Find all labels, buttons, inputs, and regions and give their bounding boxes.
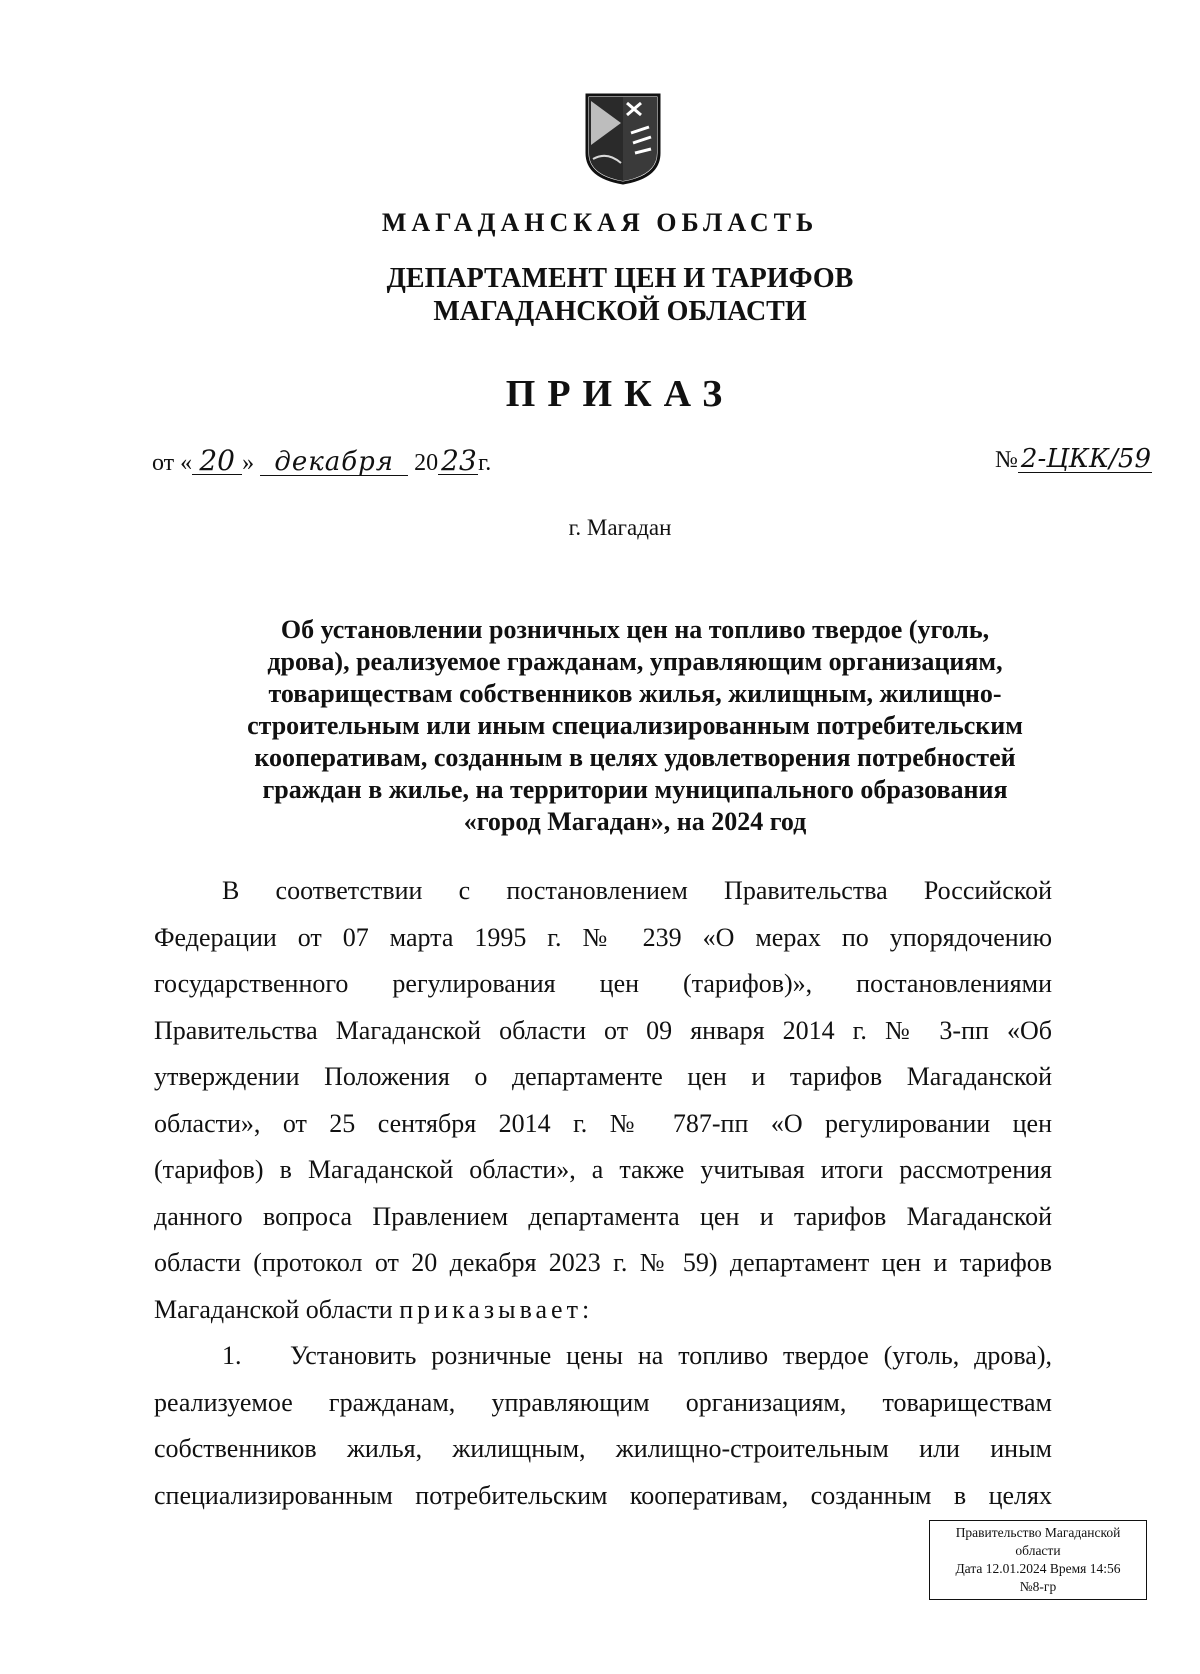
stamp-line: №8-гр (1019, 1579, 1057, 1594)
date-prefix: от « (152, 450, 193, 476)
department-title (0, 262, 1200, 328)
body-line: (тарифов) в Магаданской области», а также учитывая итоги рассмотрения (154, 1155, 1052, 1184)
item-1-line: собственников жилья, жилищным, жилищно-строительным или иным (154, 1434, 1052, 1463)
body-last-line-start: Магаданской области (154, 1294, 400, 1324)
body-line: В соответствии с постановлением Правительства Российской (222, 876, 1052, 905)
date-suffix: г. (478, 450, 492, 476)
body-line: данного вопроса Правлением департамента цен и тарифов Магаданской (154, 1201, 1052, 1231)
subject-line: строительным или иным специализированным потребительским (247, 711, 1023, 740)
city-name: г. Магадан (568, 515, 672, 540)
order-number-line (995, 446, 1152, 474)
subject-line: кооперативам, созданным в целях удовлетворения потребностей (254, 743, 1016, 772)
region-title: МАГАДАНСКАЯ ОБЛАСТЬ (381, 208, 819, 237)
item-1-first-line (154, 1333, 1052, 1380)
document-type-title: ПРИКАЗ (505, 373, 735, 415)
body-line: области», от 25 сентября 2014 г. № 787-пп «О регулировании цен (154, 1108, 1052, 1138)
item-1-number: 1. (222, 1341, 242, 1370)
handwritten-year: 23 (438, 448, 478, 475)
registration-stamp (929, 1520, 1147, 1600)
subject-line: товариществам собственников жилья, жилищным, жилищно- (268, 679, 1002, 708)
item-1-line: реализуемое гражданам, управляющим организациям, товариществам (154, 1387, 1052, 1417)
coat-of-arms-emblem (583, 93, 663, 185)
date-mid: » (242, 450, 255, 476)
item-1-line: специализированным потребительским кооперативам, созданным в целях (154, 1480, 1052, 1510)
subject-line: Об установлении розничных цен на топливо твердое (уголь, (280, 615, 990, 644)
body-line: Правительства Магаданской области от 09 января 2014 г. № 3-пп «Об (154, 1015, 1052, 1045)
stamp-line: Дата 12.01.2024 Время 14:56 (955, 1561, 1121, 1576)
body-line: утверждении Положения о департаменте цен и тарифов Магаданской (154, 1062, 1052, 1091)
body-line-last (154, 1287, 1052, 1334)
order-body (154, 868, 1052, 1519)
stamp-line: Правительство Магаданской (955, 1525, 1121, 1540)
number-prefix: № (995, 447, 1018, 473)
department-title-line2: МАГАДАНСКОЙ ОБЛАСТИ (433, 296, 807, 327)
handwritten-month: декабря (260, 449, 408, 476)
order-subject (180, 614, 1090, 838)
subject-line: дрова), реализуемое гражданам, управляющим организациям, (267, 647, 1003, 676)
item-1-text: Установить розничные цены на топливо твердое (уголь, дрова), (290, 1341, 1052, 1370)
handwritten-order-number: 2-ЦКК/59 (1018, 446, 1152, 473)
subject-line: граждан в жилье, на территории муниципального образования (262, 775, 1008, 804)
body-line: Федерации от 07 марта 1995 г. № 239 «О мерах по упорядочению (154, 922, 1052, 952)
body-line: области (протокол от 20 декабря 2023 г. № 59) департамент цен и тарифов (154, 1248, 1052, 1277)
body-line: государственного регулирования цен (тарифов)», постановлениями (154, 969, 1052, 998)
orders-word: приказывает: (399, 1294, 594, 1324)
year-prefix: 20 (414, 450, 439, 476)
subject-line: «город Магадан», на 2024 год (463, 807, 807, 836)
handwritten-day: 20 (192, 448, 242, 475)
department-title-line1: ДЕПАРТАМЕНТ ЦЕН И ТАРИФОВ (386, 263, 854, 294)
stamp-line: области (1015, 1543, 1061, 1558)
order-date-line (152, 444, 492, 477)
